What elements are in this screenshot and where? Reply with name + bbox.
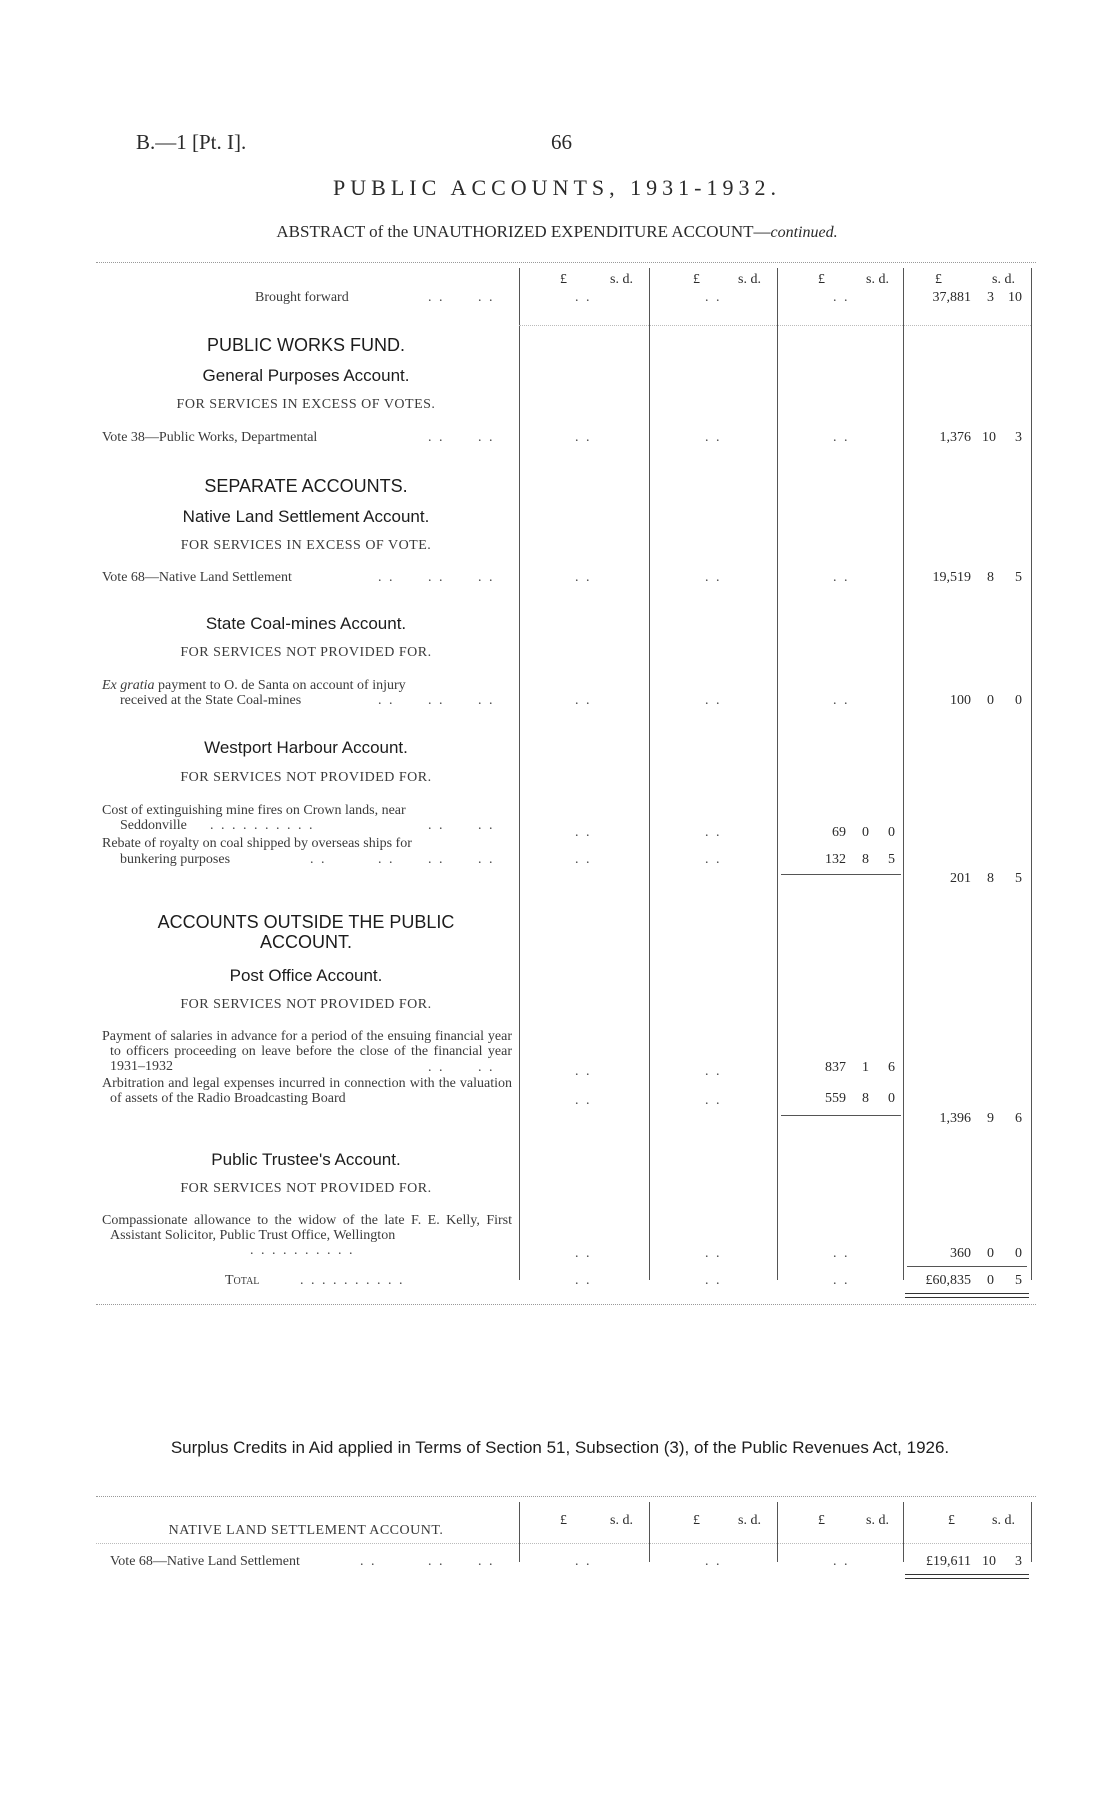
abstract-heading	[0, 222, 1114, 242]
total-label: Total	[225, 1273, 260, 1288]
leader-dots: . .	[575, 290, 592, 305]
leader-dots: . .	[428, 818, 445, 833]
col2-pound: £	[693, 272, 700, 287]
leader-dots: . .	[575, 1273, 592, 1288]
leader-dots: . .	[428, 1060, 445, 1075]
line-item: Vote 68—Native Land Settlement	[102, 570, 292, 585]
sub-amount: 837	[825, 1060, 846, 1075]
brought-forward-total: 37,881	[932, 290, 971, 305]
row-total: 201	[950, 871, 971, 886]
caption: FOR SERVICES IN EXCESS OF VOTES.	[176, 397, 436, 412]
surplus-header-rule	[96, 1543, 1031, 1544]
leader-dots: . .	[428, 1554, 445, 1569]
leader-dots: . .	[428, 570, 445, 585]
brought-forward-d: 10	[1008, 290, 1022, 305]
leader-dots: . .	[575, 693, 592, 708]
surplus-top-rule	[96, 1496, 1036, 1497]
leader-dots: . .	[478, 693, 495, 708]
grand-total-s: 0	[987, 1273, 994, 1288]
row-total-d: 5	[1015, 570, 1022, 585]
caption: FOR SERVICES NOT PROVIDED FOR.	[180, 997, 432, 1012]
caption: FOR SERVICES NOT PROVIDED FOR.	[180, 770, 432, 785]
col1-pound: £	[560, 272, 567, 287]
row-total-s: 8	[987, 570, 994, 585]
row-total-d: 5	[1015, 871, 1022, 886]
row-total-d: 0	[1015, 693, 1022, 708]
col1-sd: s. d.	[610, 272, 633, 287]
col4-sd: s. d.	[992, 272, 1015, 287]
col2-sd: s. d.	[738, 1513, 761, 1528]
col4-pound: £	[948, 1513, 955, 1528]
row-total-s: 0	[987, 1246, 994, 1261]
account-heading: Public Trustee's Account.	[211, 1150, 401, 1169]
leader-dots: . .	[378, 570, 395, 585]
leader-dots: . .	[705, 570, 722, 585]
leader-dots: . .	[428, 693, 445, 708]
leader-dots: . .	[705, 1246, 722, 1261]
col-divider-4	[903, 268, 904, 1280]
line-item	[102, 678, 512, 693]
line-item-text: payment to O. de Santa on account of injury	[154, 678, 406, 693]
leader-dots: . .	[833, 693, 850, 708]
leader-dots: . .	[575, 852, 592, 867]
row-total-s: 10	[982, 430, 996, 445]
line-item-continued: received at the State Coal-mines	[120, 693, 302, 708]
leader-dots: . .	[575, 570, 592, 585]
sub-amount-d: 0	[888, 825, 895, 840]
col1-pound: £	[560, 1513, 567, 1528]
grand-total-d: 5	[1015, 1273, 1022, 1288]
leader-dots: . .	[705, 825, 722, 840]
header-row-rule	[519, 325, 1031, 326]
leader-dots: . .	[478, 1060, 495, 1075]
caption: FOR SERVICES NOT PROVIDED FOR.	[180, 645, 432, 660]
caption: NATIVE LAND SETTLEMENT ACCOUNT.	[168, 1523, 444, 1538]
line-item: Vote 38—Public Works, Departmental	[102, 430, 318, 445]
leader-dots: . .	[833, 570, 850, 585]
grand-total-amount: £60,835	[925, 1273, 971, 1288]
table-bottom-rule	[96, 1304, 1036, 1305]
section-heading: SEPARATE ACCOUNTS.	[204, 476, 408, 496]
section-heading: PUBLIC WORKS FUND.	[206, 335, 406, 355]
leader-dots: . .	[428, 852, 445, 867]
line-item: Vote 68—Native Land Settlement	[110, 1554, 300, 1569]
brought-forward-s: 3	[987, 290, 994, 305]
subtotal-rule	[781, 874, 901, 875]
leader-dots: . .	[705, 1554, 722, 1569]
line-item: Payment of salaries in advance for a period of the ensuing financial year to officers proceeding on leave before the close of the financial year 1931–1932	[102, 1029, 512, 1074]
leader-dots: . .	[428, 290, 445, 305]
sub-amount-s: 0	[862, 825, 869, 840]
leader-dots: . .	[575, 1554, 592, 1569]
leader-dots: . .	[833, 1554, 850, 1569]
section-heading	[96, 912, 516, 952]
leader-dots: . .	[833, 290, 850, 305]
caption: FOR SERVICES NOT PROVIDED FOR.	[180, 1181, 432, 1196]
row-total: 100	[950, 693, 971, 708]
col1-sd: s. d.	[610, 1513, 633, 1528]
row-total: 360	[950, 1246, 971, 1261]
row-total-d: 6	[1015, 1111, 1022, 1126]
leader-dots: . .	[833, 1273, 850, 1288]
sub-amount-s: 1	[862, 1060, 869, 1075]
surplus-amount-d: 3	[1015, 1554, 1022, 1569]
abstract-heading-continued: continued.	[770, 224, 838, 241]
line-item-continued: Seddonville	[120, 818, 187, 833]
leader-dots: . .	[310, 852, 327, 867]
col-divider-5	[1031, 1502, 1032, 1562]
leader-dots: . .	[378, 693, 395, 708]
col2-sd: s. d.	[738, 272, 761, 287]
leader-dots: . . . . . . . . . .	[300, 1273, 405, 1288]
page-number: 66	[551, 130, 572, 154]
abstract-heading-text: ABSTRACT of the UNAUTHORIZED EXPENDITURE ACCOUNT—	[276, 222, 771, 241]
sub-amount-d: 6	[888, 1060, 895, 1075]
document-code: B.—1 [Pt. I].	[136, 130, 247, 154]
row-total: 19,519	[932, 570, 971, 585]
leader-dots: . .	[705, 852, 722, 867]
col4-pound: £	[935, 272, 942, 287]
subtotal-rule	[781, 1115, 901, 1116]
sub-amount: 559	[825, 1091, 846, 1106]
leader-dots: . .	[705, 1093, 722, 1108]
col3-sd: s. d.	[866, 1513, 889, 1528]
col-divider-5	[1031, 268, 1032, 1280]
total-top-rule	[907, 1266, 1027, 1267]
col-divider-2	[649, 1502, 650, 1562]
leader-dots: . .	[705, 290, 722, 305]
account-heading: Post Office Account.	[229, 966, 383, 985]
col-divider-3	[777, 268, 778, 1280]
surplus-double-rule	[905, 1574, 1029, 1579]
row-total-s: 8	[987, 871, 994, 886]
leader-dots: . .	[360, 1554, 377, 1569]
row-total: 1,396	[939, 1111, 971, 1126]
col2-pound: £	[693, 1513, 700, 1528]
leader-dots: . .	[575, 1093, 592, 1108]
col-divider-1	[519, 1502, 520, 1562]
sub-amount-s: 8	[862, 1091, 869, 1106]
account-heading: Native Land Settlement Account.	[182, 507, 430, 526]
leader-dots: . .	[833, 1246, 850, 1261]
total-double-rule	[905, 1293, 1029, 1298]
leader-dots: . .	[705, 1064, 722, 1079]
leader-dots: . .	[705, 693, 722, 708]
account-heading: State Coal-mines Account.	[205, 614, 407, 633]
line-item: Cost of extinguishing mine fires on Crown lands, near	[102, 803, 406, 818]
leader-dots: . .	[478, 430, 495, 445]
sub-amount: 132	[825, 852, 846, 867]
leader-dots: . .	[478, 290, 495, 305]
leader-dots: . .	[478, 818, 495, 833]
col4-sd: s. d.	[992, 1513, 1015, 1528]
row-total-s: 0	[987, 693, 994, 708]
line-item: Compassionate allowance to the widow of the late F. E. Kelly, First Assistant Solicitor, Public Trust Office, Wellington	[102, 1213, 512, 1243]
row-total-s: 9	[987, 1111, 994, 1126]
leader-dots: . .	[428, 430, 445, 445]
sub-amount-d: 0	[888, 1091, 895, 1106]
leader-dots: . .	[705, 430, 722, 445]
leader-dots: . .	[705, 1273, 722, 1288]
section-heading-line: ACCOUNTS OUTSIDE THE PUBLIC	[157, 912, 455, 932]
leader-dots: . .	[833, 430, 850, 445]
row-total-d: 3	[1015, 430, 1022, 445]
col-divider-2	[649, 268, 650, 1280]
account-heading: General Purposes Account.	[202, 366, 410, 385]
leader-dots: . .	[575, 1064, 592, 1079]
leader-dots: . .	[478, 570, 495, 585]
leader-dots: . . . . . . . . . .	[250, 1243, 355, 1258]
surplus-amount: £19,611	[926, 1554, 971, 1569]
row-total-d: 0	[1015, 1246, 1022, 1261]
col-divider-4	[903, 1502, 904, 1562]
caption: FOR SERVICES IN EXCESS OF VOTE.	[180, 538, 432, 553]
surplus-amount-s: 10	[982, 1554, 996, 1569]
col-divider-3	[777, 1502, 778, 1562]
table-top-rule	[96, 262, 1036, 263]
line-item: Rebate of royalty on coal shipped by overseas ships for	[102, 836, 412, 851]
ex-gratia-text: Ex gratia	[102, 678, 155, 693]
row-total: 1,376	[939, 430, 971, 445]
line-item-continued: bunkering purposes	[120, 852, 231, 867]
col-divider-1	[519, 268, 520, 1280]
leader-dots: . .	[478, 852, 495, 867]
col3-pound: £	[818, 272, 825, 287]
col3-sd: s. d.	[866, 272, 889, 287]
leader-dots: . .	[575, 1246, 592, 1261]
section-heading-line: ACCOUNT.	[259, 932, 352, 952]
page-title: PUBLIC ACCOUNTS, 1931-1932.	[333, 175, 781, 200]
account-heading: Westport Harbour Account.	[204, 738, 408, 757]
sub-amount-s: 8	[862, 852, 869, 867]
leader-dots: . .	[378, 852, 395, 867]
col3-pound: £	[818, 1513, 825, 1528]
leader-dots: . .	[575, 430, 592, 445]
surplus-heading: Surplus Credits in Aid applied in Terms of Section 51, Subsection (3), of the Public Revenues Act, 1926.	[170, 1438, 950, 1457]
leader-dots: . . . . . . . . . .	[210, 818, 315, 833]
sub-amount-d: 5	[888, 852, 895, 867]
leader-dots: . .	[478, 1554, 495, 1569]
brought-forward-label: Brought forward	[255, 290, 349, 305]
line-item: Arbitration and legal expenses incurred in connection with the valuation of assets of the Radio Broadcasting Board	[102, 1076, 512, 1106]
leader-dots: . .	[575, 825, 592, 840]
sub-amount: 69	[832, 825, 846, 840]
